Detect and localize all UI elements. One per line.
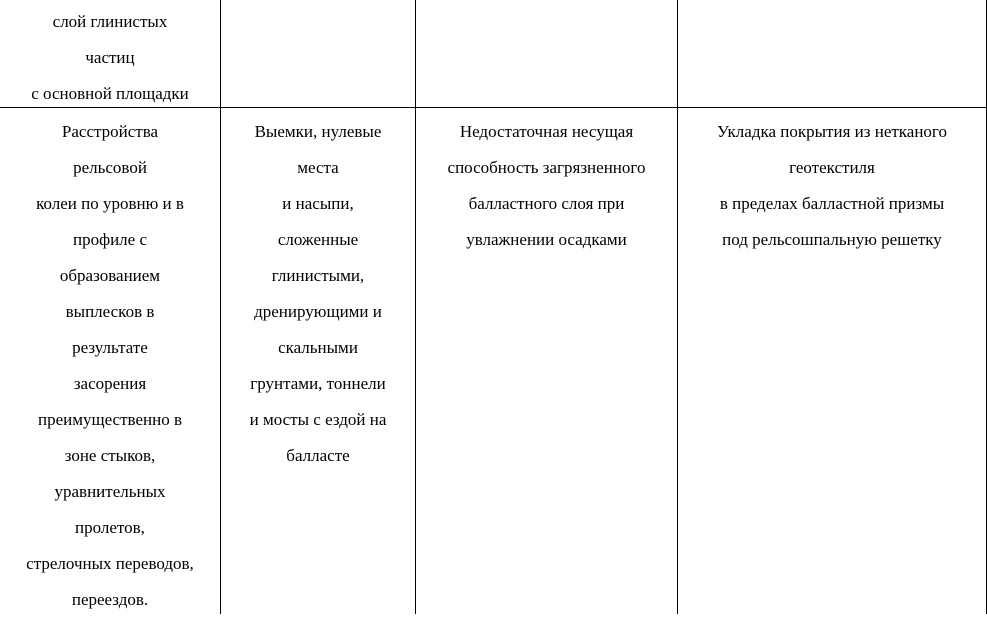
cell-r2-c2 — [221, 114, 415, 474]
cell-text-line: глинистыми, — [271, 266, 365, 285]
cell-r1-c1 — [0, 4, 220, 112]
cell-text-line: грунтами, тоннели — [250, 374, 386, 393]
cell-text-line: Расстройства — [61, 122, 159, 141]
cell-text-line: профиле с — [72, 230, 148, 249]
cell-text-line: Выемки, нулевые — [254, 122, 382, 141]
cell-text-line: колеи по уровню и в — [36, 194, 184, 213]
cell-text-line: засорения — [73, 374, 147, 393]
cell-r2-c3 — [416, 114, 677, 258]
cell-text-line: выплесков в — [65, 302, 155, 321]
cell-text-line: Недостаточная несущая — [459, 122, 634, 141]
cell-text-line: результате — [72, 338, 148, 357]
cell-text-line: рельсовой — [73, 158, 147, 177]
cell-text-line: стрелочных переводов, — [26, 554, 194, 573]
cell-text-line: скальными — [278, 338, 358, 357]
cell-text-line: и мосты с ездой на — [249, 410, 387, 429]
cell-r1-c4 — [678, 4, 986, 104]
cell-text-line: уравнительных — [54, 482, 166, 501]
cell-text-line: слой глинистых — [52, 12, 168, 31]
cell-text-line: частиц — [85, 48, 135, 67]
cell-r1-c2 — [221, 4, 415, 104]
cell-text-line: Укладка покрытия из нетканого — [717, 122, 947, 141]
cell-text-line: под рельсошпальную решетку — [722, 230, 942, 249]
cell-text-line: дренирующими и — [254, 302, 382, 321]
cell-text-line: и насыпи, — [282, 194, 354, 213]
cell-text-line: сложенные — [277, 230, 359, 249]
cell-text-line: пролетов, — [75, 518, 145, 537]
cell-text-line: в пределах балластной призмы — [719, 194, 945, 213]
cell-text-line: способность загрязненного — [447, 158, 646, 177]
cell-text-line: места — [297, 158, 339, 177]
cell-r2-c4 — [678, 114, 986, 258]
cell-r1-c3 — [416, 4, 677, 104]
cell-r2-c1 — [0, 114, 220, 618]
cell-text-line: с основной площадки — [31, 84, 189, 103]
cell-text-line: зоне стыков, — [64, 446, 156, 465]
cell-text-line: образованием — [59, 266, 161, 285]
cell-text-line: балластного слоя при — [468, 194, 625, 213]
cell-text-line: балласте — [286, 446, 350, 465]
cell-text-line: геотекстиля — [789, 158, 875, 177]
cell-text-line: увлажнении осадками — [466, 230, 627, 249]
cell-text-line: переездов. — [71, 590, 149, 609]
cell-text-line: преимущественно в — [38, 410, 182, 429]
